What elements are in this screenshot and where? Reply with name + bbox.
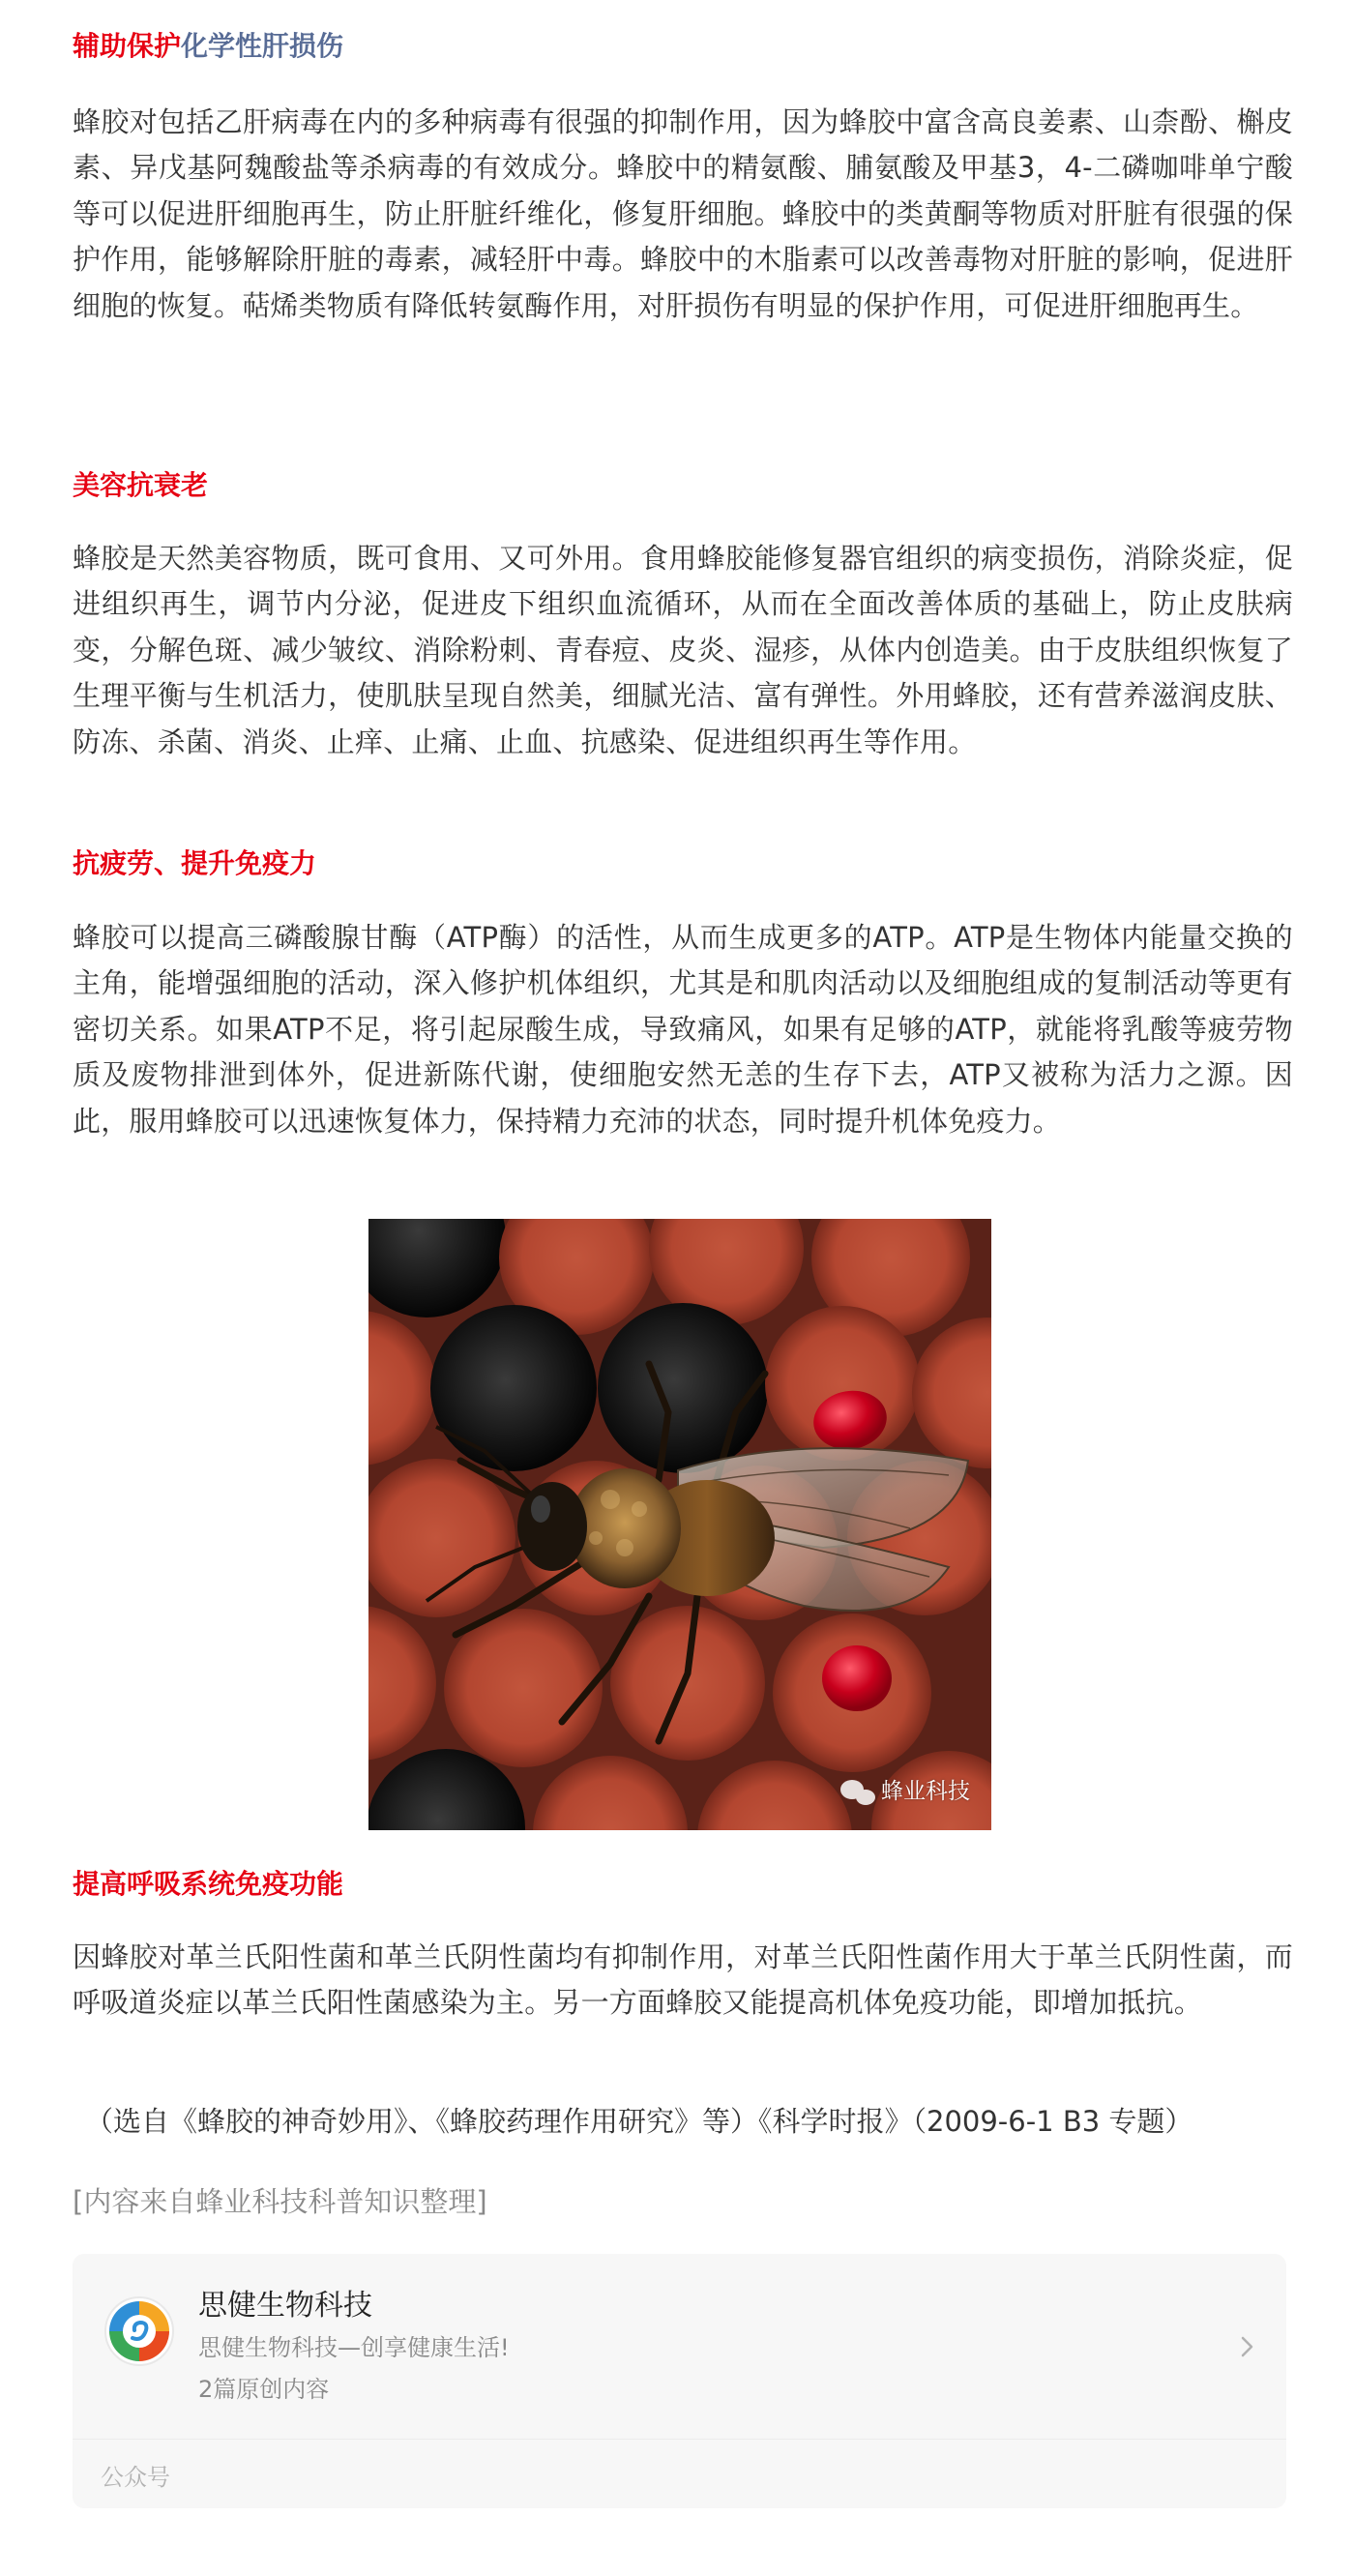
image-watermark: 蜂业科技 xyxy=(881,1779,970,1804)
card-divider xyxy=(73,2439,1286,2440)
account-logo-icon xyxy=(103,2295,175,2367)
section-heading-respiratory: 提高呼吸系统免疫功能 xyxy=(73,1868,344,1900)
chevron-right-icon[interactable] xyxy=(1236,2332,1259,2361)
content-source-note: [内容来自蜂业科技科普知识整理] xyxy=(73,2185,487,2218)
section-heading-fatigue: 抗疲劳、提升免疫力 xyxy=(73,847,317,879)
bee-photo xyxy=(368,1219,991,1830)
bee-illustration xyxy=(368,1219,991,1830)
account-avatar[interactable] xyxy=(103,2295,175,2367)
source-citation: （选自《蜂胶的神奇妙用》、《蜂胶药理作用研究》等）《科学时报》（2009-6-1 B3 专题） xyxy=(85,2105,1193,2138)
account-name[interactable]: 思健生物科技 xyxy=(198,2289,372,2323)
section-heading-liver-blue: 化学性肝损伤 xyxy=(181,30,344,62)
section-body-liver: 蜂胶对包括乙肝病毒在内的多种病毒有很强的抑制作用，因为蜂胶中富含高良姜素、山柰酚、槲皮素、异戊基阿魏酸盐等杀病毒的有效成分。蜂胶中的精氨酸、脯氨酸及甲基3，4-二磷咖啡单宁酸等可以促进肝细胞再生，防止肝脏纤维化，修复肝细胞。蜂胶中的类黄酮等物质对肝脏有很强的保护作用，能够解除肝脏的毒素，减轻肝中毒。蜂胶中的木脂素可以改善毒物对肝脏的影响，促进肝细胞的恢复。萜烯类物质有降低转氨酶作用，对肝损伤有明显的保护作用，可促进肝细胞再生。 xyxy=(73,105,1293,322)
account-original-count: 2篇原创内容 xyxy=(198,2376,330,2403)
section-heading-liver xyxy=(73,27,1291,66)
section-heading-beauty: 美容抗衰老 xyxy=(73,469,209,501)
account-type-label: 公众号 xyxy=(101,2464,170,2491)
section-body-beauty: 蜂胶是天然美容物质，既可食用、又可外用。食用蜂胶能修复器官组织的病变损伤，消除炎症，促进组织再生，调节内分泌，促进皮下组织血流循环，从而在全面改善体质的基础上，防止皮肤病变，分解色斑、减少皱纹、消除粉刺、青春痘、皮炎、湿疹，从体内创造美。由于皮肤组织恢复了生理平衡与生机活力，使肌肤呈现自然美，细腻光洁、富有弹性。外用蜂胶，还有营养滋润皮肤、防冻、杀菌、消炎、止痒、止痛、止血、抗感染、促进组织再生等作用。 xyxy=(73,542,1293,758)
section-body-respiratory: 因蜂胶对革兰氏阳性菌和革兰氏阴性菌均有抑制作用，对革兰氏阳性菌作用大于革兰氏阴性菌，而呼吸道炎症以革兰氏阳性菌感染为主。另一方面蜂胶又能提高机体免疫功能，即增加抵抗。 xyxy=(73,1940,1293,2020)
account-description: 思健生物科技—创享健康生活! xyxy=(198,2334,510,2361)
section-heading-liver-red: 辅助保护 xyxy=(73,30,182,62)
section-body-fatigue: 蜂胶可以提高三磷酸腺甘酶（ATP酶）的活性，从而生成更多的ATP。ATP是生物体内能量交换的主角，能增强细胞的活动，深入修护机体组织，尤其是和肌肉活动以及细胞组成的复制活动等更有密切关系。如果ATP不足，将引起尿酸生成，导致痛风，如果有足够的ATP，就能将乳酸等疲劳物质及废物排泄到体外，促进新陈代谢，使细胞安然无恙的生存下去，ATP又被称为活力之源。因此，服用蜂胶可以迅速恢复体力，保持精力充沛的状态，同时提升机体免疫力。 xyxy=(73,921,1293,1138)
